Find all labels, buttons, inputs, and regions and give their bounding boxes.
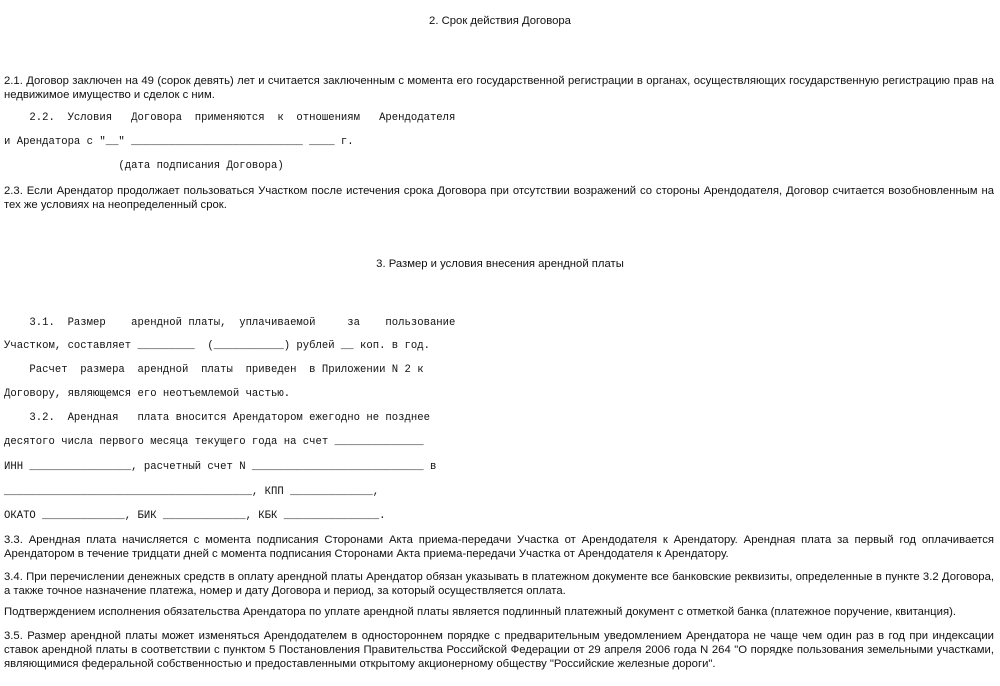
clause-2-2-line-2: и Арендатора с "__" ___________________________ ____ г.	[4, 136, 354, 148]
clause-2-3: 2.3. Если Арендатор продолжает пользоваться Участком после истечения срока Договора при отсутствии возражений со стороны Арендодателя, Договор считается возобновленным на тех же условиях на неопределенный срок.	[4, 185, 994, 211]
clause-3-1-line: Договору, являющемся его неотъемлемой частью.	[4, 388, 291, 400]
section-2-heading: 2. Срок действия Договора	[429, 15, 571, 27]
clause-3-2-line: ИНН ________________, расчетный счет N ___________________________ в	[4, 461, 437, 473]
clause-2-1: 2.1. Договор заключен на 49 (сорок девять) лет и считается заключенным с момента его государственной регистрации в органах, осуществляющих государственную регистрацию прав на недвижимое имущество и сделок с ним.	[4, 75, 994, 101]
clause-3-5: 3.5. Размер арендной платы может изменяться Арендодателем в одностороннем порядке с предварительным уведомлением Арендатора не чаще чем один раз в год при индексации ставок арендной платы в соответствии с пунктом 5 Постановления Правительства Российской Федерации от 29 апреля 2006 года N 264 "О порядке пользования земельными участками, являющимися федеральной собственностью и предоставленными открытому акционерному обществу "Российские железные дороги".	[4, 630, 994, 670]
clause-2-2-line-1: 2.2. Условия Договора применяются к отношениям Арендодателя	[4, 112, 456, 124]
clause-3-2-line: _______________________________________, КПП _____________,	[4, 486, 380, 498]
clause-3-2-line: десятого числа первого месяца текущего года на счет ______________	[4, 436, 424, 448]
clause-3-1-line: 3.1. Размер арендной платы, уплачиваемой за пользование	[4, 317, 456, 329]
clause-3-2-line: 3.2. Арендная плата вносится Арендатором ежегодно не позднее	[4, 412, 430, 424]
payment-confirmation-paragraph: Подтверждением исполнения обязательства Арендатора по уплате арендной платы является подлинный платежный документ с отметкой банка (платежное поручение, квитанция).	[4, 606, 956, 618]
clause-3-1-line: Расчет размера арендной платы приведен в Приложении N 2 к	[4, 364, 424, 376]
clause-2-2-date-caption: (дата подписания Договора)	[4, 160, 284, 172]
clause-3-3: 3.3. Арендная плата начисляется с момента подписания Сторонами Акта приема-передачи Участка от Арендодателя к Арендатору. Арендная плата за первый год оплачивается Арендатором в течение тридцати дней с момента подписания Сторонами Акта приема-передачи Участка от Арендодателя к Арендатору.	[4, 534, 994, 560]
clause-3-4: 3.4. При перечислении денежных средств в оплату арендной платы Арендатор обязан указывать в платежном документе все банковские реквизиты, определенные в пункте 3.2 Договора, а также точное назначение платежа, номер и дату Договора и период, за который осуществляется оплата.	[4, 571, 994, 597]
section-3-heading: 3. Размер и условия внесения арендной платы	[376, 258, 624, 270]
clause-3-1-line: Участком, составляет _________ (___________) рублей __ коп. в год.	[4, 340, 430, 352]
clause-3-2-line: ОКАТО _____________, БИК _____________, КБК _______________.	[4, 510, 386, 522]
